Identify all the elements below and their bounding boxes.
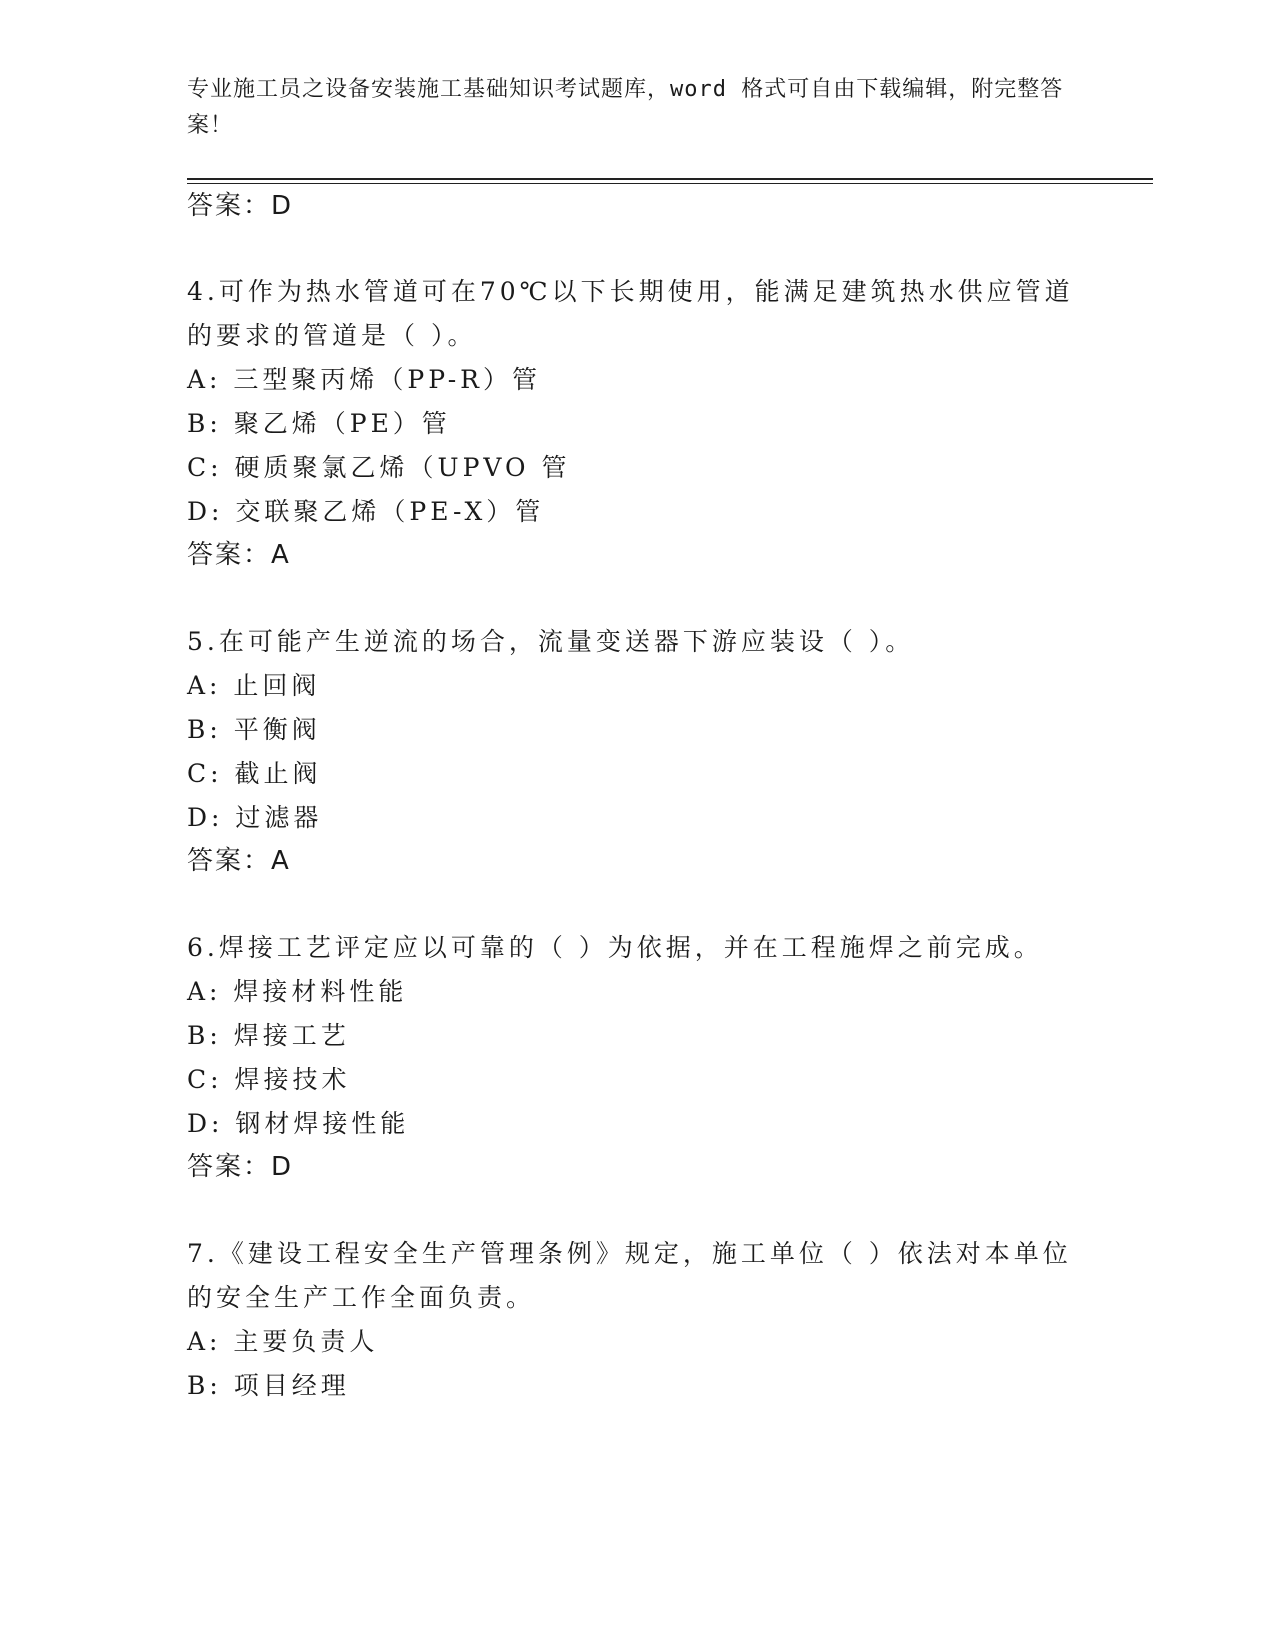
question-5-option-c: C: 截止阀 <box>187 759 322 788</box>
question-4-option-d: D: 交联聚乙烯（PE-X）管 <box>187 497 545 526</box>
question-4-answer: 答案：A <box>187 540 291 570</box>
question-4-stem-line2: 的要求的管道是（ ）。 <box>187 321 477 350</box>
question-4-option-b: B: 聚乙烯（PE）管 <box>187 409 451 438</box>
document-header: 专业施工员之设备安装施工基础知识考试题库，word 格式可自由下载编辑，附完整答案！ <box>187 77 1064 138</box>
header-rule-thin <box>187 183 1153 184</box>
question-5-answer: 答案：A <box>187 846 291 876</box>
question-4-option-c: C: 硬质聚氯乙烯（UPVO 管 <box>187 453 571 482</box>
question-6-answer: 答案：D <box>187 1152 294 1182</box>
question-5-option-d: D: 过滤器 <box>187 803 323 832</box>
question-5-option-a: A: 止回阀 <box>187 671 321 700</box>
question-7-option-a: A: 主要负责人 <box>187 1327 379 1356</box>
question-5-stem-line1: 5.在可能产生逆流的场合，流量变送器下游应装设（ ）。 <box>187 627 915 656</box>
question-5-option-b: B: 平衡阀 <box>187 715 321 744</box>
question-4-option-a: A: 三型聚丙烯（PP-R）管 <box>187 365 541 394</box>
question-6-option-c: C: 焊接技术 <box>187 1065 351 1094</box>
question-6-option-d: D: 钢材焊接性能 <box>187 1109 410 1138</box>
question-4-stem-line1: 4.可作为热水管道可在70℃以下长期使用，能满足建筑热水供应管道 <box>187 277 1074 306</box>
question-7-stem-line1: 7.《建设工程安全生产管理条例》规定，施工单位（ ）依法对本单位 <box>187 1239 1072 1268</box>
question-6-option-a: A: 焊接材料性能 <box>187 977 408 1006</box>
header-rule-thick <box>187 178 1153 180</box>
question-7-stem-line2: 的安全生产工作全面负责。 <box>187 1283 536 1312</box>
question-6-stem-line1: 6.焊接工艺评定应以可靠的（ ）为依据，并在工程施焊之前完成。 <box>187 933 1043 962</box>
question-6-option-b: B: 焊接工艺 <box>187 1021 350 1050</box>
answer-previous: 答案：D <box>187 191 294 221</box>
question-7-option-b: B: 项目经理 <box>187 1371 350 1400</box>
